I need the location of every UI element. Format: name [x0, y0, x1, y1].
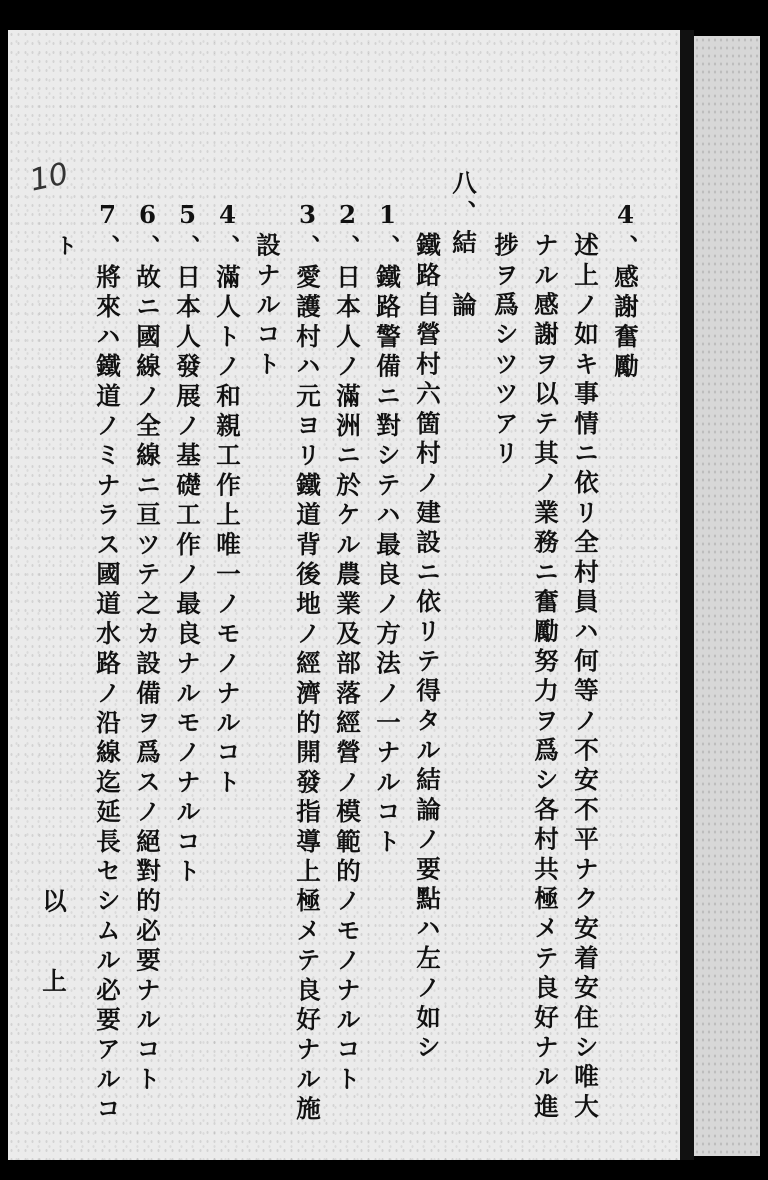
conclusion-item-7: 7、將來ハ鐵道ノミナラス國道水路ノ沿線迄延長セシムル必要アルコ [93, 200, 122, 1126]
conclusion-item-1: 1、鐵路警備ニ對シテハ最良ノ方法ノ一ナルコト [373, 200, 402, 858]
continuation-mark: ト [52, 234, 78, 260]
closing-jo: 上 [39, 968, 68, 998]
section-heading-8: 八、結 [449, 170, 478, 260]
conclusion-item-6: 6、故ニ國線ノ全線ニ亘ツテ之カ設備ヲ爲スノ絕對的必要ナルコト [133, 200, 162, 1096]
adjacent-page-edge [694, 36, 760, 1156]
conclusion-intro: 鐵路自營村六箇村ノ建設ニ依リテ得タル結論ノ要點ハ左ノ如シ [413, 232, 442, 1064]
section-heading-8-suffix: 論 [449, 292, 478, 322]
closing-i: 以 [39, 888, 68, 918]
paragraph-line-2: ナル感謝ヲ以テ其ノ業務ニ奮勵努力ヲ爲シ各村共極メテ良好ナル進 [531, 232, 560, 1124]
paragraph-line-3: 捗ヲ爲シツツアリ [491, 232, 520, 470]
conclusion-item-2: 2、日本人ノ滿洲ニ於ケル農業及部落經營ノ模範的ノモノナルコト [333, 200, 362, 1096]
paragraph-line-1: 述上ノ如キ事情ニ依リ全村員ハ何等ノ不安不平ナク安着安住シ唯大 [571, 232, 600, 1123]
conclusion-item-4: 4、滿人トノ和親工作上唯一ノモノナルコト [213, 200, 242, 799]
conclusion-item-3-cont: 設ナルコト [253, 232, 282, 381]
conclusion-item-5: 5、日本人發展ノ基礎工作ノ最良ナルモノナルコト [173, 200, 202, 888]
page-number-handwritten: 10 [26, 156, 72, 199]
section-heading-4: 4、感謝奮勵 [611, 200, 640, 383]
book-gutter [680, 30, 694, 1160]
conclusion-item-3: 3、愛護村ハ元ヨリ鐵道背後地ノ經濟的開發指導上極メテ良好ナル施 [293, 200, 322, 1126]
